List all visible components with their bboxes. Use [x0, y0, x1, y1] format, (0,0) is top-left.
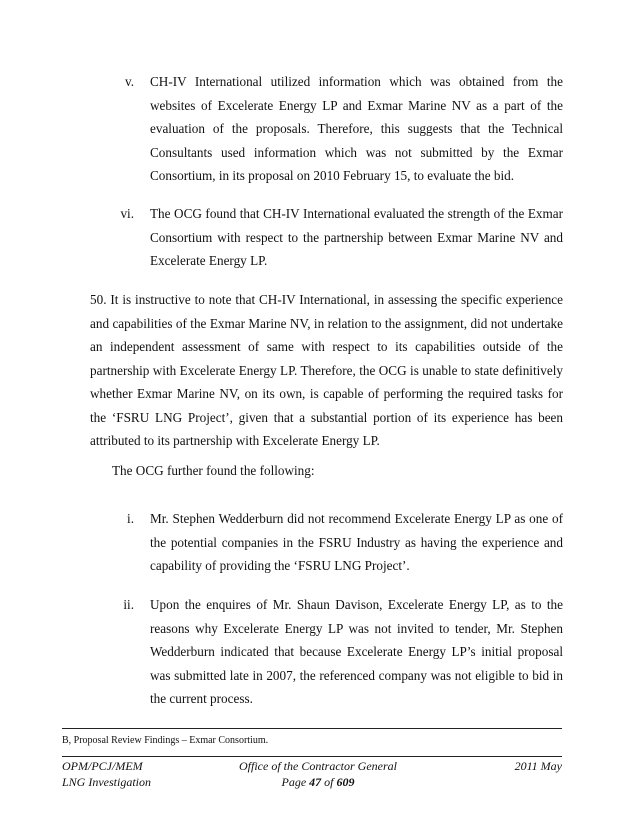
- paragraph-50: [90, 288, 563, 453]
- page-prefix: Page: [281, 775, 310, 789]
- footer-reference: OPM/PCJ/MEM: [62, 759, 143, 773]
- total-pages: 609: [336, 775, 355, 789]
- list-marker-v: v.: [124, 74, 134, 89]
- list-item-ii-text: Upon the enquires of Mr. Shaun Davison, Excelerate Energy LP, as to the reasons why Excelerate Energy LP was not invited to tender, Mr. Stephen Wedderburn indicated that because Excelerate Energy LP’s initial proposal was submitted late in 2007, the referenced company was not eligible to bid in the current process.: [150, 597, 563, 706]
- list-marker-ii: ii.: [123, 597, 134, 612]
- footer-investigation: LNG Investigation: [62, 775, 151, 789]
- page-of: of: [321, 775, 337, 789]
- list-item-v-text: CH-IV International utilized information which was obtained from the websites of Excelerate Energy LP and Exmar Marine NV as a part of the evaluation of the proposals. Therefore, this suggests that the Technical Consultants used information which was not submitted by the Exmar Consortium, in its proposal on 2010 February 15, to evaluate the bid.: [150, 74, 563, 183]
- followup-text: The OCG further found the following:: [112, 463, 315, 478]
- footer-page-number: [200, 774, 436, 790]
- paragraph-50-text: It is instructive to note that CH-IV International, in assessing the specific experience and capabilities of the Exmar Marine NV, in relation to the assignment, did not undertake an independent assessment of same with respect to its capabilities outside of the partnership with Excelerate Energy LP. Therefore, the OCG is unable to state definitively whether Exmar Marine NV, on its own, is capable of performing the required tasks for the ‘FSRU LNG Project’, given that a substantial portion of its experience has been attributed to its partnership with Excelerate Energy LP.: [90, 292, 563, 448]
- list-marker-vi: vi.: [120, 206, 134, 221]
- list-item-i-text: Mr. Stephen Wedderburn did not recommend Excelerate Energy LP as one of the potential companies in the FSRU Industry as having the experience and capability of providing the ‘FSRU LNG Project’.: [150, 511, 563, 573]
- footnote-divider: [62, 728, 562, 729]
- footer-office: Office of the Contractor General: [239, 759, 397, 773]
- footer-divider: [62, 756, 562, 757]
- footer-date: 2011 May: [514, 759, 562, 773]
- paragraph-number: 50.: [90, 292, 107, 307]
- current-page: 47: [309, 775, 322, 789]
- list-item-vi-text: The OCG found that CH-IV International evaluated the strength of the Exmar Consortium with respect to the partnership between Exmar Marine NV and Excelerate Energy LP.: [150, 206, 563, 268]
- footnote: B, Proposal Review Findings – Exmar Consortium.: [62, 735, 269, 746]
- list-marker-i: i.: [127, 511, 134, 526]
